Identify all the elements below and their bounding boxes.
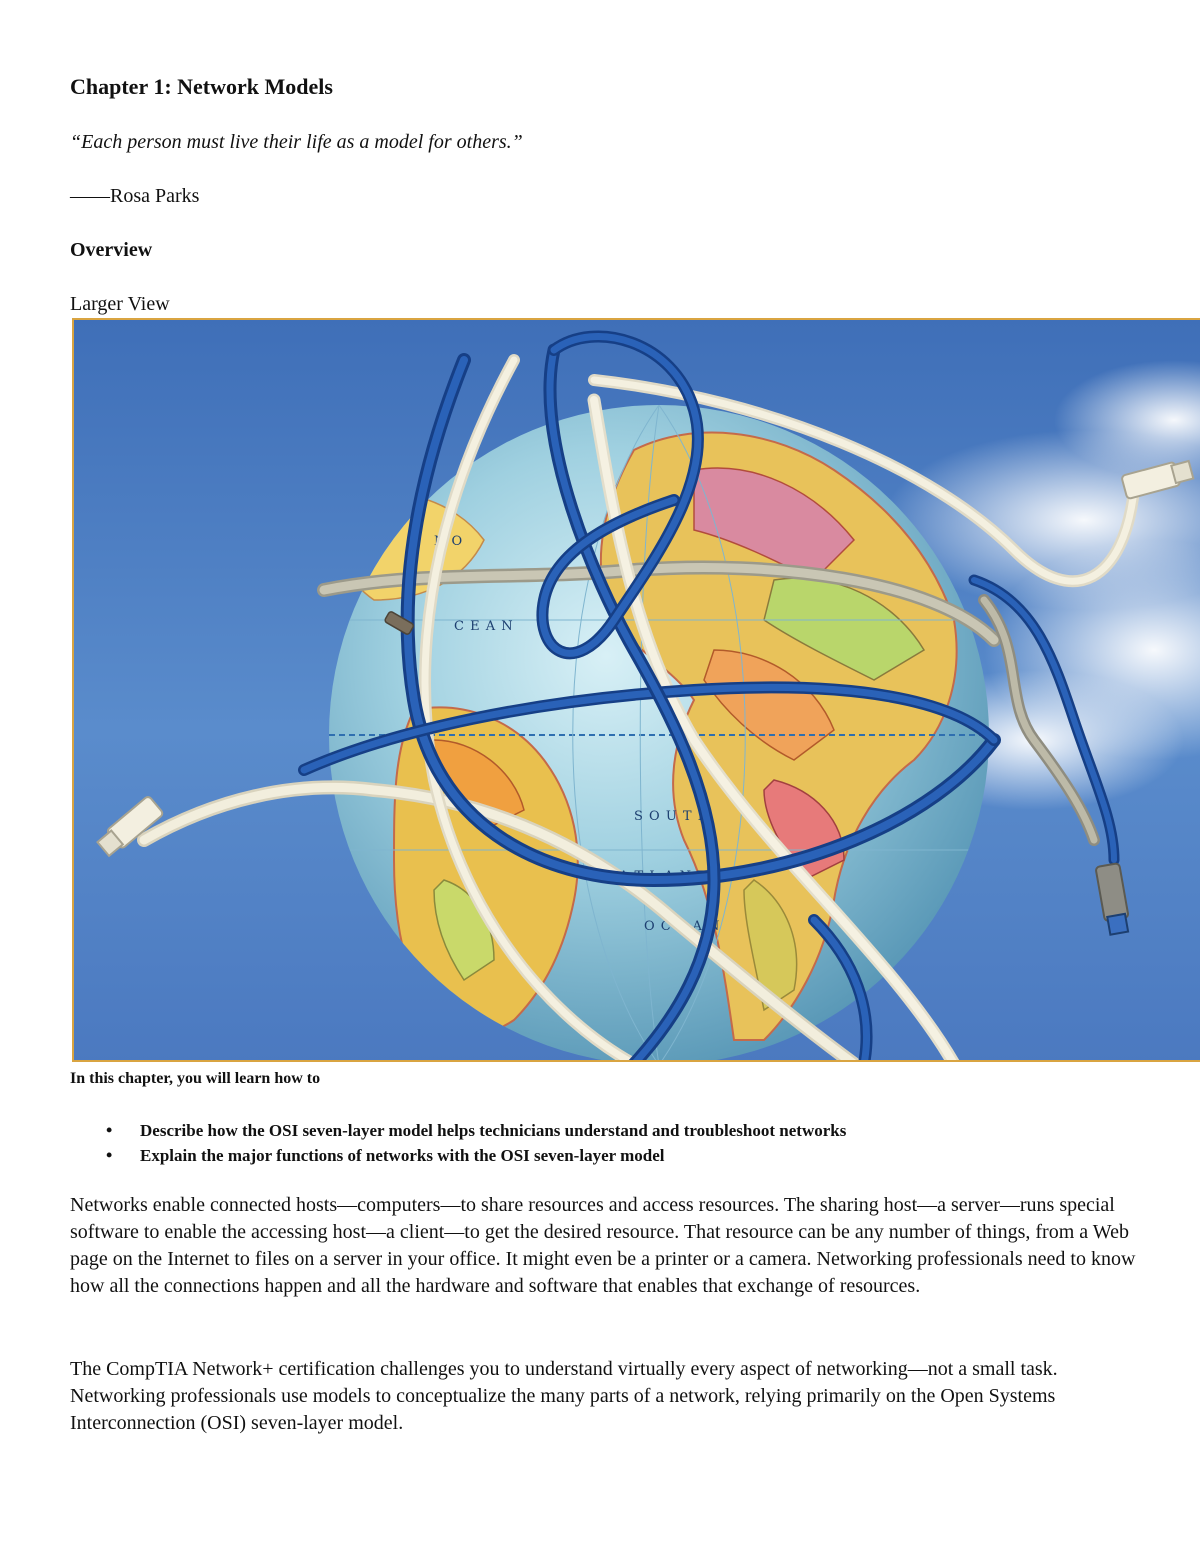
epigraph-quote: “Each person must live their life as a model for others.”: [70, 131, 523, 153]
globe-label-no: N O: [434, 534, 464, 549]
globe-label-ocean: O C E A N: [644, 919, 721, 934]
epigraph-attribution: ——Rosa Parks: [70, 185, 200, 207]
objective-text: Describe how the OSI seven-layer model helps technicians understand and troubleshoot networks: [140, 1121, 847, 1140]
globe-label-atlantic: A T L A N T I C: [619, 869, 735, 884]
globe-label-south: S O U T H: [634, 809, 711, 824]
objective-item: [70, 1118, 1190, 1143]
objective-text: Explain the major functions of networks with the OSI seven-layer model: [140, 1146, 665, 1165]
objectives-list: [70, 1118, 1190, 1168]
objective-item: [70, 1143, 1190, 1168]
bullet-icon: •: [106, 1120, 113, 1140]
body-paragraph-2: The CompTIA Network+ certification challenges you to understand virtually every aspect of networking—not a small task. Networking professionals use models to conceptualize the many parts of a network, relying primarily on the Open Systems Interconnection (OSI) seven-layer model.: [70, 1358, 1058, 1434]
bullet-icon: •: [106, 1145, 113, 1165]
chapter-title: Chapter 1: Network Models: [70, 74, 333, 99]
overview-heading: Overview: [70, 239, 153, 261]
globe-cables-illustration: [74, 320, 1200, 1062]
larger-view-link[interactable]: Larger View: [70, 293, 170, 315]
globe-with-cables-figure: [72, 318, 1200, 1062]
body-paragraph-1: Networks enable connected hosts—computers—to share resources and access resources. The sharing host—a server—runs special software to enable the accessing host—a client—to get the desired resource. That resource can be any number of things, from a Web page on the Internet to files on a server in your office. It might even be a printer or a camera. Networking professionals need to know how all the connections happen and all the hardware and software that enables that exchange of resources.: [70, 1194, 1136, 1297]
objectives-intro: In this chapter, you will learn how to: [70, 1070, 321, 1087]
globe-label-ocean-fragment: C E A N: [454, 619, 514, 634]
